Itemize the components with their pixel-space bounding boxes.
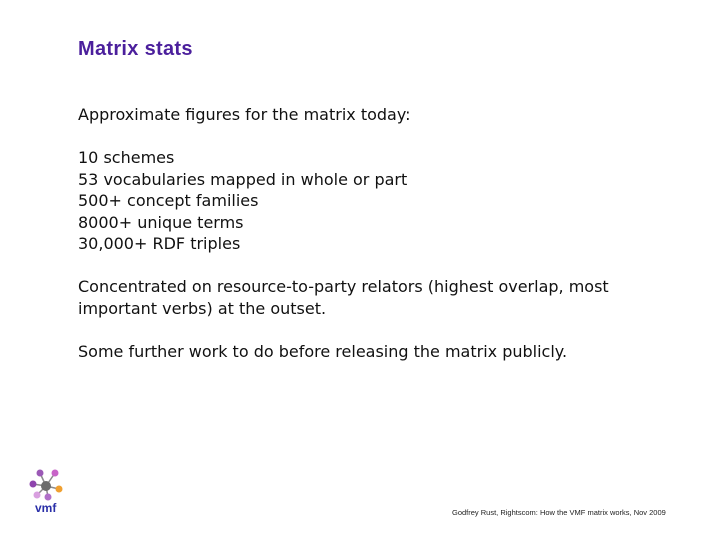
vmf-logo-text: vmf	[35, 501, 57, 515]
further-work-text: Some further work to do before releasing the matrix publicly.	[78, 342, 568, 361]
stat-item: 500+ concept families	[78, 191, 259, 210]
stat-item: 10 schemes	[78, 148, 175, 167]
stat-item: 8000+ unique terms	[78, 212, 244, 232]
intro-text: Approximate figures for the matrix today:	[78, 105, 411, 124]
footer-credit: Godfrey Rust, Rightscom: How the VMF matrix works, Nov 2009	[452, 508, 666, 517]
concentrated-text: Concentrated on resource-to-party relators (highest overlap, most important verbs) at the outset.	[78, 277, 609, 318]
stat-item: 53 vocabularies mapped in whole or part	[78, 169, 408, 189]
stat-item: 30,000+ RDF triples	[78, 234, 241, 253]
slide-title: Matrix stats	[78, 38, 193, 60]
stats-list	[78, 147, 678, 255]
